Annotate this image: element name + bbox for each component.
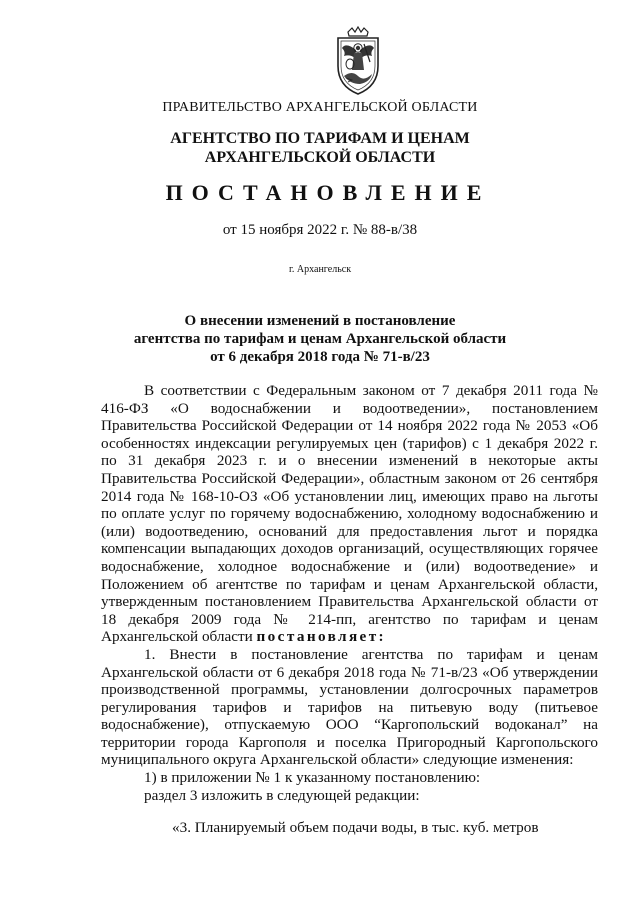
government-name: ПРАВИТЕЛЬСТВО АРХАНГЕЛЬСКОЙ ОБЛАСТИ <box>162 100 478 115</box>
agency-name <box>0 129 640 167</box>
document-date-number: от 15 ноября 2022 г. № 88-в/38 <box>222 222 418 238</box>
title-line3: от 6 декабря 2018 года № 71-в/23 <box>210 349 430 365</box>
item-1-paragraph: 1. Внести в постановление агентства по тарифам и ценам Архангельской области от 6 декабря 2018 года № 71-в/23 «Об утверждении производственной программы, установлении долгосрочных параметров регулирования тарифов и тарифов на питьевую воду (питьевое водоснабжение), отпускаемую ООО “Каргопольский водоканал” на территории города Каргополя и поселка Пригородный Каргопольского муниципального округа Архангельской области» следующие изменения: <box>101 645 598 769</box>
document-body <box>101 382 598 804</box>
preamble-paragraph <box>101 382 598 646</box>
preamble-text: В соответствии с Федеральным законом от 7 декабря 2011 года № 416-ФЗ «О водоснабжении и водоотведении», постановлением Правительства Российской Федерации от 14 ноября 2022 года № 2053 «Об особенностях индексации регулируемых цен (тарифов) с 1 декабря 2022 г. по 31 декабря 2023 г. и о внесении изменений в некоторые акты Правительства Российской Федерации», областным законом от 26 сентября 2014 года № 168-10-ОЗ «Об установлении лиц, имеющих право на льготы по оплате услуг по горячему водоснабжению, холодному водоснабжению и (или) водоотведению, оснований для предоставления льгот и порядка компенсации выпадающих доходов организаций, осуществляющих горячее водоснабжение, холодное водоснабжение и (или) водоотведение» и Положением об агентстве по тарифам и ценам Архангельской области, утвержденным постановлением Правительства Архангельской области от 18 декабря 2009 года № 214-пп, агентство по тарифам и ценам Архангельской области <box>101 382 598 646</box>
agency-name-line1: АГЕНТСТВО ПО ТАРИФАМ И ЦЕНАМ <box>170 130 470 147</box>
document-city: г. Архангельск <box>288 264 352 275</box>
subitem-1: 1) в приложении № 1 к указанному постановлению: <box>144 769 481 787</box>
subitem-2: раздел 3 изложить в следующей редакции: <box>144 786 420 804</box>
title-line1: О внесении изменений в постановление <box>184 313 456 329</box>
archangel-coat-of-arms-icon <box>326 26 390 96</box>
title-line2: агентства по тарифам и ценам Архангельской области <box>133 331 507 347</box>
resolves-word: постановляет: <box>256 628 387 646</box>
document-title <box>0 312 640 366</box>
agency-name-line2: АРХАНГЕЛЬСКОЙ ОБЛАСТИ <box>204 149 436 166</box>
section-3-heading: «3. Планируемый объем подачи воды, в тыс. куб. метров <box>172 819 539 836</box>
document-type: ПОСТАНОВЛЕНИЕ <box>165 180 491 205</box>
